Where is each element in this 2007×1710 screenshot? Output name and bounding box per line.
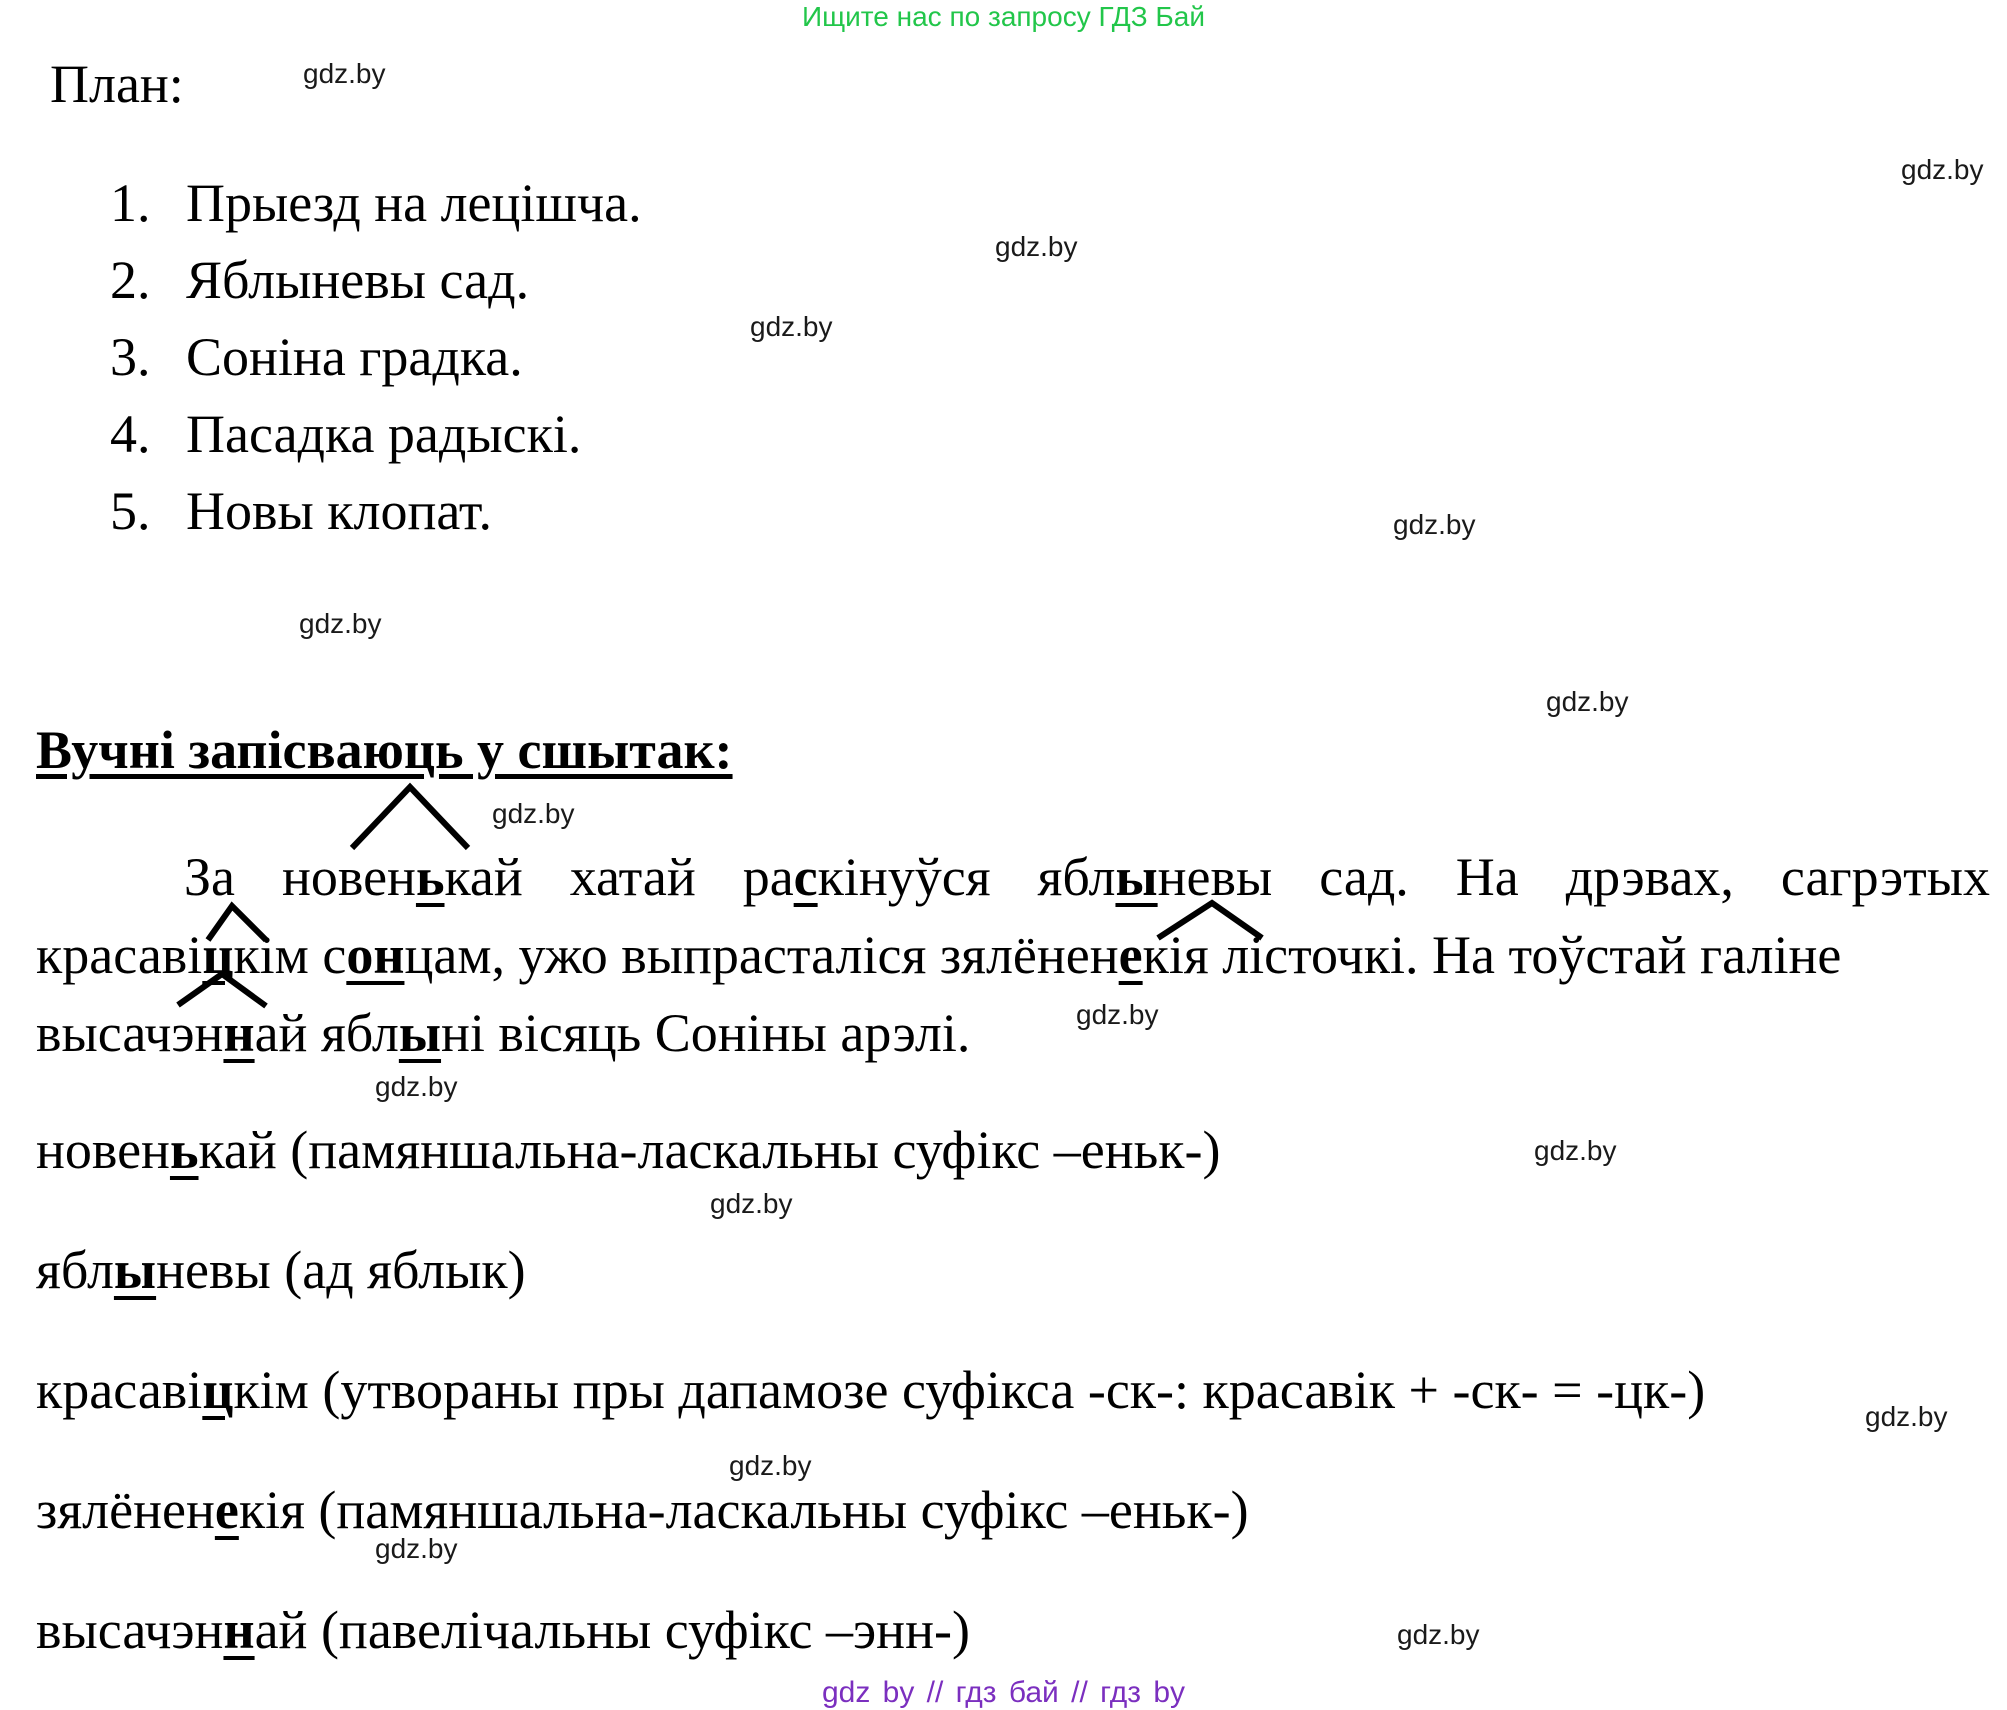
highlighted-letter: н <box>223 1600 255 1660</box>
plan-item-text: Новы клопат. <box>186 481 492 541</box>
passage-word: За <box>184 847 236 907</box>
watermark-text: gdz.by <box>729 1450 812 1481</box>
watermark-text: gdz.by <box>375 1071 458 1102</box>
highlighted-letter: е <box>214 1480 239 1540</box>
plan-title: План: <box>50 54 184 114</box>
highlighted-letter: ц <box>202 1360 234 1420</box>
passage-word: дрэвах, <box>1565 847 1734 907</box>
passage-word: яблыневы <box>1037 847 1273 907</box>
highlighted-letter: с <box>793 847 818 907</box>
watermark-text: gdz.by <box>1901 154 1984 185</box>
passage-line-2: красавіцкім сонцам, ужо выпрасталіся зялёненекія лісточкі. На тоўстай галіне <box>36 925 1842 985</box>
plan-item <box>110 319 642 396</box>
highlighted-letter: н <box>223 1003 255 1063</box>
plan-item-number: 4. <box>110 404 151 464</box>
highlighted-letter: е <box>1118 925 1143 985</box>
highlighted-letter: ы <box>1115 847 1158 907</box>
watermark-text: gdz.by <box>299 608 382 639</box>
bottom-banner: gdz by // гдз бай // гдз by <box>821 1676 1186 1709</box>
plan-item <box>110 165 642 242</box>
plan-item-number: 5. <box>110 481 151 541</box>
watermark-text: gdz.by <box>1534 1135 1617 1166</box>
explanation-line: высачэннай (павелічальны суфікс –энн-) <box>36 1600 970 1660</box>
watermark-text: gdz.by <box>303 58 386 89</box>
plan-item-text: Пасадка радыскі. <box>186 404 582 464</box>
plan-item <box>110 473 642 550</box>
watermark-text: gdz.by <box>710 1188 793 1219</box>
passage-word: раскінуўся <box>742 847 991 907</box>
plan-item-number: 3. <box>110 327 151 387</box>
plan-item <box>110 396 642 473</box>
watermark-text: gdz.by <box>750 311 833 342</box>
highlighted-letter: ц <box>202 925 234 985</box>
passage-word: сад. <box>1319 847 1409 907</box>
passage-line-1 <box>184 845 1990 909</box>
plan-item-number: 1. <box>110 173 151 233</box>
watermark-text: gdz.by <box>492 798 575 829</box>
watermark-text: gdz.by <box>1076 999 1159 1030</box>
passage-word: На <box>1455 847 1519 907</box>
explanation-line: яблыневы (ад яблык) <box>36 1240 526 1300</box>
explanation-line: новенькай (памяншальна-ласкальны суфікс –еньк-) <box>36 1120 1221 1180</box>
section-heading: Вучні запісваюць у сшытак: <box>36 720 733 780</box>
plan-item-text: Прыезд на лецішча. <box>186 173 642 233</box>
passage-word: хатай <box>569 847 696 907</box>
plan-item <box>110 242 642 319</box>
passage-word: новенькай <box>281 847 523 907</box>
watermark-text: gdz.by <box>995 231 1078 262</box>
top-banner: Ищите нас по запросу ГДЗ Бай <box>801 1 1206 32</box>
plan-item-text: Соніна градка. <box>186 327 523 387</box>
plan-list <box>110 165 642 550</box>
plan-item-text: Яблыневы сад. <box>186 250 530 310</box>
passage-line-3: высачэннай яблыні вісяць Соніны арэлі. <box>36 1003 971 1063</box>
highlighted-letter: ы <box>113 1240 157 1300</box>
plan-item-number: 2. <box>110 250 151 310</box>
passage-word: сагрэтых <box>1780 847 1991 907</box>
highlighted-letter: ь <box>415 847 445 907</box>
watermark-text: gdz.by <box>375 1533 458 1564</box>
explanation-line: красавіцкім (утвораны пры дапамозе суфікса -ск-: красавік + -ск- = -цк-) <box>36 1360 1706 1420</box>
highlighted-letter: ы <box>398 1003 442 1063</box>
highlighted-letter: ь <box>169 1120 199 1180</box>
watermark-text: gdz.by <box>1546 686 1629 717</box>
suffix-arc-mark <box>352 787 468 848</box>
explanation-line: зялёненекія (памяншальна-ласкальны суфікс –еньк-) <box>36 1480 1249 1540</box>
watermark-text: gdz.by <box>1393 509 1476 540</box>
watermark-text: gdz.by <box>1397 1619 1480 1650</box>
highlighted-letters: он <box>346 925 405 985</box>
watermark-text: gdz.by <box>1865 1401 1948 1432</box>
